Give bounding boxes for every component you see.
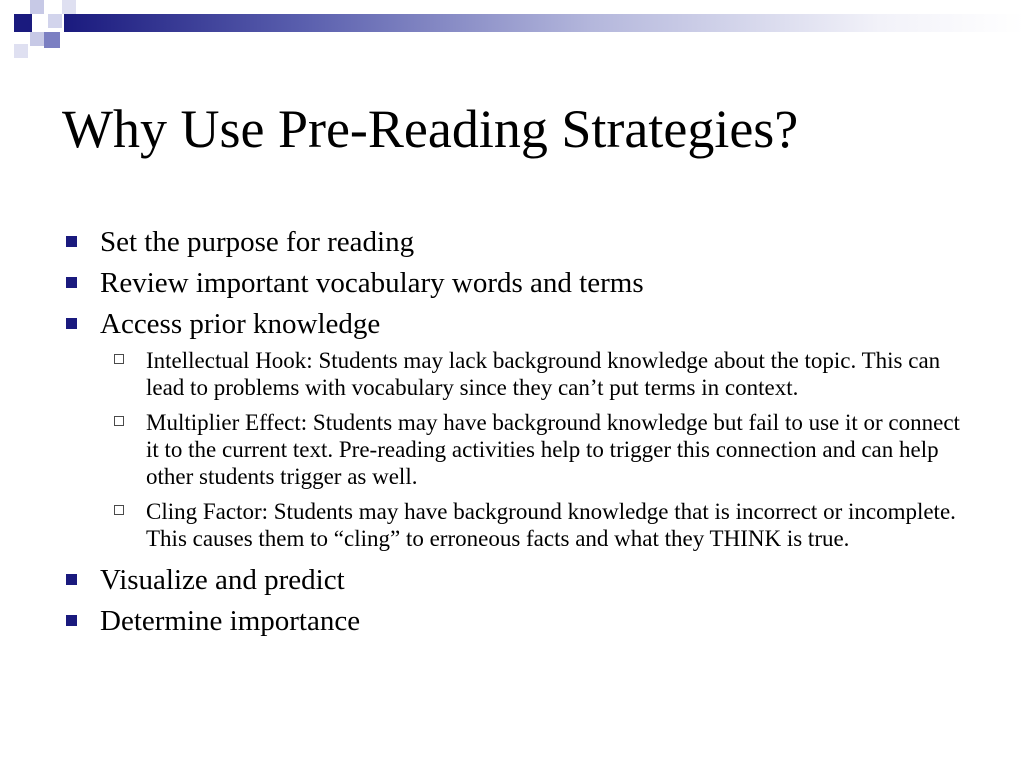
header-decoration	[0, 0, 1024, 60]
header-gradient-bar	[64, 14, 1024, 32]
hollow-square-icon	[114, 416, 124, 426]
bullet-list	[62, 222, 962, 642]
filled-square-icon	[66, 277, 77, 288]
decor-square	[14, 44, 28, 58]
decor-square	[14, 14, 32, 32]
sub-bullet-text: Multiplier Effect: Students may have background knowledge but fail to use it or connect it to the current text. Pre-reading activities help to trigger this connection and can help other students trigger as well.	[146, 410, 960, 489]
sub-bullet-text: Cling Factor: Students may have background knowledge that is incorrect or incomplete. This causes them to “cling” to erroneous facts and what they THINK is true.	[146, 499, 956, 551]
sub-bullet-item	[62, 498, 962, 552]
sub-bullet-list	[62, 347, 962, 552]
decor-square	[62, 0, 76, 14]
slide-title: Why Use Pre-Reading Strategies?	[62, 99, 799, 159]
bullet-item	[62, 263, 962, 304]
sub-bullet-text: Intellectual Hook: Students may lack background knowledge about the topic. This can lead to problems with vocabulary since they can’t put terms in context.	[146, 348, 941, 400]
decor-square	[30, 0, 44, 14]
bullet-item	[62, 560, 962, 601]
bullet-text: Determine importance	[100, 605, 361, 637]
hollow-square-icon	[114, 354, 124, 364]
decor-square	[48, 14, 62, 28]
sub-bullet-item	[62, 347, 962, 401]
bullet-item	[62, 601, 962, 642]
bullet-item	[62, 304, 962, 345]
bullet-text: Access prior knowledge	[100, 308, 381, 340]
hollow-square-icon	[114, 505, 124, 515]
decor-square	[44, 32, 60, 48]
bullet-item	[62, 222, 962, 263]
filled-square-icon	[66, 615, 77, 626]
filled-square-icon	[66, 236, 77, 247]
filled-square-icon	[66, 318, 77, 329]
decor-square	[30, 32, 44, 46]
bullet-text: Visualize and predict	[100, 564, 345, 596]
sub-bullet-item	[62, 409, 962, 490]
bullet-text: Review important vocabulary words and terms	[100, 267, 644, 299]
filled-square-icon	[66, 574, 77, 585]
bullet-text: Set the purpose for reading	[100, 226, 415, 258]
